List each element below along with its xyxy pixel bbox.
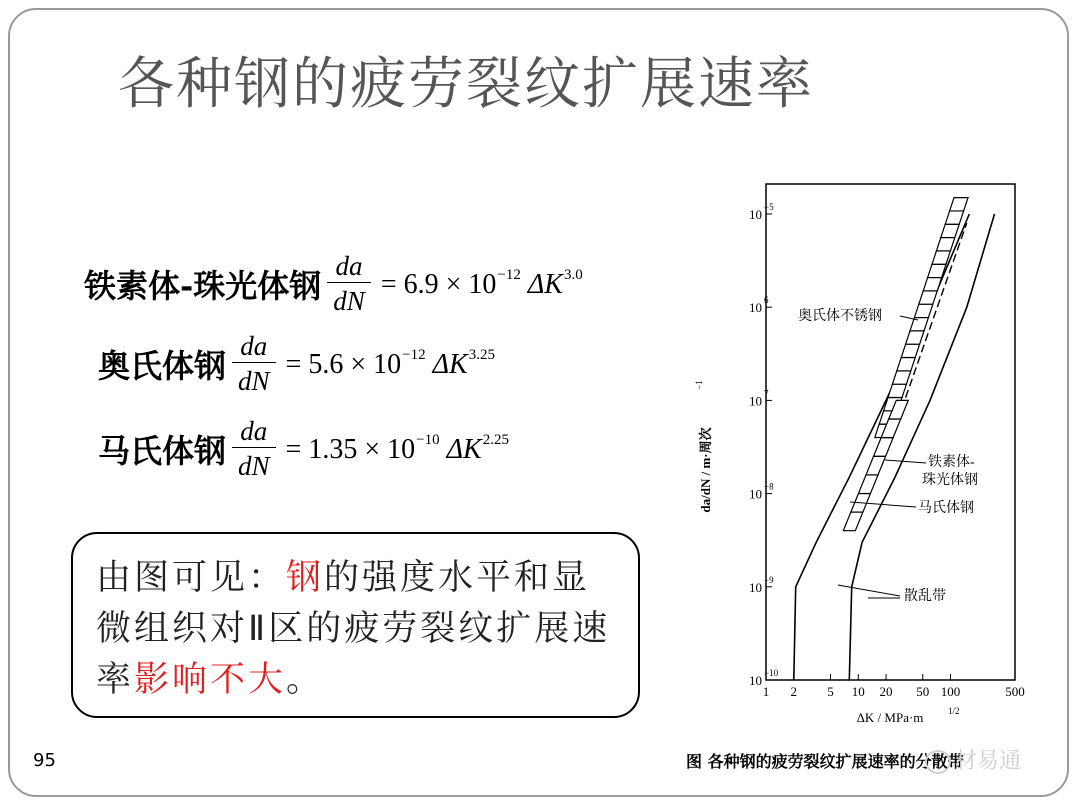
x-tick-label: 50 <box>916 684 930 699</box>
chart-svg <box>690 180 1030 730</box>
series-ferrite-pearlite-segment <box>892 371 910 384</box>
power: 3.25 <box>468 346 495 363</box>
series-ferrite-pearlite-segment <box>901 344 919 357</box>
x-tick-label: 1 <box>762 684 770 699</box>
annotation-scatter-band: 散乱带 <box>904 589 946 604</box>
series-martensitic-segment <box>874 438 894 457</box>
series-ferrite-pearlite-segment <box>910 318 928 331</box>
note-highlight-steel: 钢 <box>286 558 325 598</box>
formula-expression <box>286 432 509 466</box>
series-ferrite-pearlite-segment <box>914 304 932 317</box>
series-ferrite-pearlite-segment <box>945 211 963 224</box>
x-axis-label: ΔK / MPa·m <box>856 710 924 725</box>
exponent: −12 <box>402 346 426 363</box>
slide-title: 各种钢的疲劳裂纹扩展速率 <box>118 52 814 117</box>
y-axis-label-sup: −1 <box>694 380 704 390</box>
page-number: 95 <box>33 750 56 771</box>
y-tick-exponent: −8 <box>764 481 774 492</box>
power: 2.25 <box>482 431 509 448</box>
formula-austenitic <box>98 330 495 397</box>
x-tick-label: 5 <box>827 684 834 699</box>
annotation-ferrite-1: 铁素体- <box>928 455 975 470</box>
fraction <box>327 250 371 317</box>
formula-expression <box>381 267 583 301</box>
delta-k: ΔK <box>432 348 468 380</box>
delta-k: ΔK <box>527 268 563 300</box>
delta-k: ΔK <box>446 433 482 465</box>
y-tick-exponent: −5 <box>764 202 774 212</box>
x-tick-label: 10 <box>851 684 865 699</box>
series-ferrite-pearlite-segment <box>888 384 906 397</box>
fraction <box>232 415 276 482</box>
y-tick-exponent: −9 <box>764 574 774 585</box>
x-tick-label: 2 <box>790 684 798 699</box>
coefficient: = 5.6 × 10 <box>285 348 402 380</box>
annotation-leader-line <box>838 585 900 596</box>
series-ferrite-pearlite-segment <box>919 291 937 304</box>
series-ferrite-pearlite-segment <box>950 198 968 211</box>
annotation-leader-line <box>885 460 926 463</box>
x-axis-ticks <box>763 674 1025 725</box>
y-tick-label: 10 <box>749 673 762 688</box>
y-tick-label: 10 <box>749 207 762 222</box>
figure-caption: 图 各种钢的疲劳裂纹扩展速率的分散带 <box>686 752 964 771</box>
fatigue-crack-chart <box>690 180 1030 730</box>
x-axis-label-sup: 1/2 <box>948 706 960 716</box>
formula-label: 铁素体-珠光体钢 <box>84 266 322 305</box>
series-ferrite-pearlite-segment <box>897 358 915 371</box>
note-highlight-effect: 影响不大 <box>134 660 287 700</box>
series-ferrite-pearlite-segment <box>923 278 941 291</box>
scatter-band <box>794 214 995 680</box>
formula-label: 马氏体钢 <box>98 431 227 470</box>
formula-expression <box>286 347 495 381</box>
note-part3: 的强度水平和显微组织对Ⅱ区的疲劳裂纹扩展速率 <box>96 558 611 700</box>
x-tick-label: 100 <box>940 684 961 699</box>
formula-martensitic <box>98 415 509 482</box>
series-ferrite-pearlite-segment <box>936 238 954 251</box>
note-part5: 。 <box>286 660 325 700</box>
watermark-text: 材易通 <box>955 749 1022 774</box>
fraction-numerator: da <box>240 416 268 446</box>
coefficient: = 1.35 × 10 <box>285 433 416 465</box>
formula-ferrite-pearlite <box>84 250 583 317</box>
fraction-numerator: da <box>335 251 363 281</box>
annotation-ferrite-2: 珠光体钢 <box>922 473 978 488</box>
scatter-band-right-boundary <box>849 214 994 680</box>
y-tick-label: 10 <box>749 579 762 595</box>
coefficient: = 6.9 × 10 <box>380 268 497 300</box>
conclusion-text <box>96 553 616 706</box>
x-tick-label: 20 <box>879 684 893 699</box>
power: 3.0 <box>563 266 583 283</box>
x-tick-label: 500 <box>1005 684 1025 699</box>
formula-label: 奥氏体钢 <box>98 346 227 385</box>
y-tick-exponent: 6 <box>764 295 769 306</box>
y-tick-label: 10 <box>749 486 762 502</box>
annotation-austenitic: 奥氏体不锈钢 <box>798 309 882 324</box>
fraction-denominator: dN <box>232 447 276 482</box>
fraction <box>232 330 276 397</box>
y-axis-label: da/dN / m·周次 <box>698 427 713 513</box>
series-ferrite-pearlite-segment <box>906 331 924 344</box>
watermark <box>925 744 1021 775</box>
annotation-martensitic: 马氏体钢 <box>918 501 974 516</box>
series-martensitic-segment <box>858 475 878 494</box>
series-martensitic-segment <box>866 456 886 475</box>
y-tick-exponent: −10 <box>764 668 779 678</box>
fraction-numerator: da <box>240 331 268 361</box>
y-tick-label: 10 <box>749 393 762 409</box>
y-tick-label: 10 <box>749 300 762 316</box>
series-ferrite-pearlite-segment <box>932 251 950 264</box>
series-martensitic-segment <box>843 512 863 531</box>
exponent: −12 <box>497 266 521 283</box>
wechat-icon <box>925 750 951 774</box>
annotations <box>798 307 978 604</box>
fraction-denominator: dN <box>327 282 371 317</box>
exponent: −10 <box>416 431 440 448</box>
note-part1: 由图可见： <box>96 558 287 598</box>
y-tick-exponent: 7 <box>764 388 769 399</box>
series-ferrite-pearlite-segment <box>941 224 959 237</box>
fraction-denominator: dN <box>232 362 276 397</box>
